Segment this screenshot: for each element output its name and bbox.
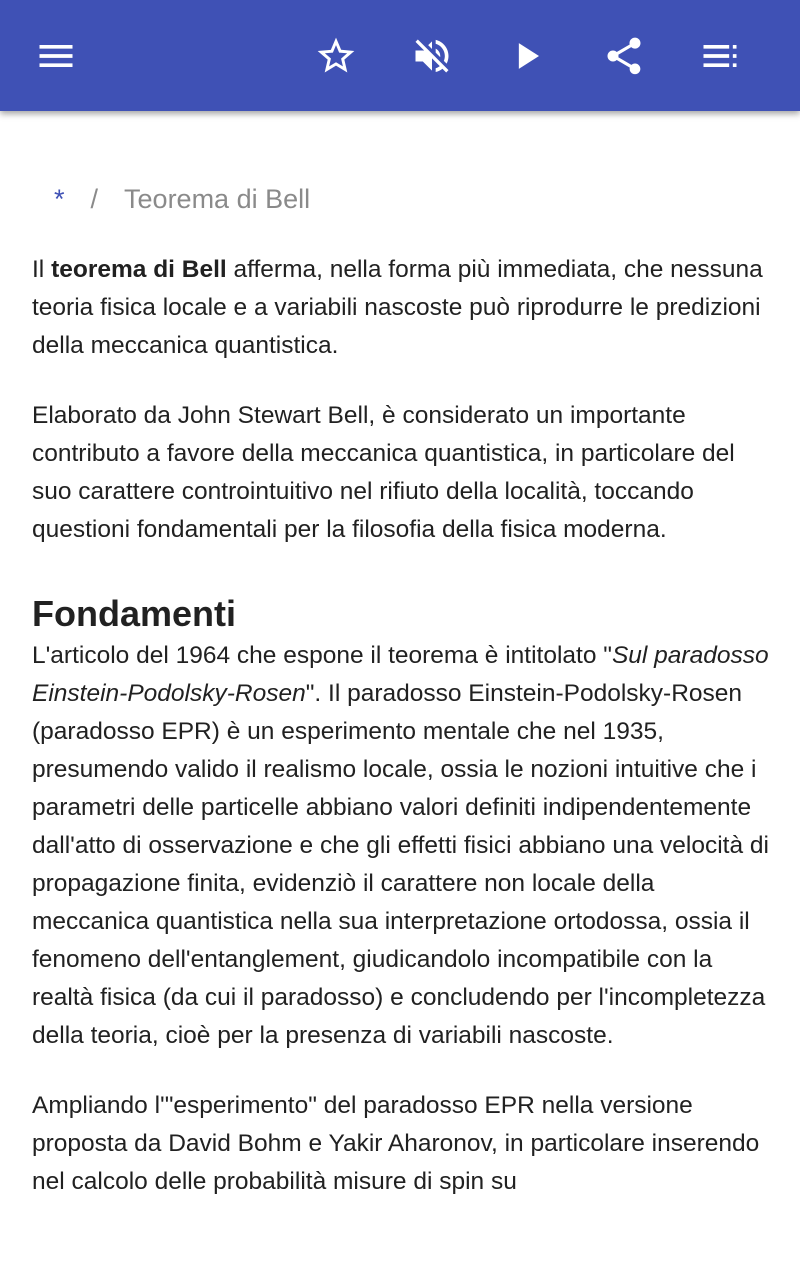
intro-text-pre: Il <box>32 256 52 283</box>
mute-button[interactable] <box>400 24 464 88</box>
paragraph-2: Elaborato da John Stewart Bell, è considerato un importante contributo a favore della meccanica quantistica, in particolare del suo carattere controintuitivo nel rifiuto della località, toccando questioni fondamentali per la filosofia della fisica moderna. <box>32 402 735 543</box>
menu-button[interactable] <box>24 24 88 88</box>
article-content <box>32 111 772 1201</box>
breadcrumb-home-link[interactable]: * <box>54 183 65 214</box>
breadcrumb-current: Teorema di Bell <box>124 183 311 214</box>
section-heading: Fondamenti <box>32 593 236 634</box>
bookmark-button[interactable] <box>304 24 368 88</box>
menu-icon <box>34 34 78 78</box>
breadcrumb-separator: / <box>90 183 99 214</box>
intro-bold-term: teorema di Bell <box>51 256 227 283</box>
share-icon <box>602 34 646 78</box>
app-bar <box>0 0 800 111</box>
p3-italic-title: Sul paradosso Einstein-Podolsky-Rosen <box>32 642 769 707</box>
play-icon <box>506 34 550 78</box>
contents-button[interactable] <box>688 24 752 88</box>
paragraph-3 <box>32 637 772 1055</box>
share-button[interactable] <box>592 24 656 88</box>
paragraph-4: Ampliando l'"esperimento" del paradosso EPR nella versione proposta da David Bohm e Yakir Aharonov, in particolare inserendo nel calcolo delle probabilità misure di spin su <box>32 1092 760 1195</box>
playlist-icon <box>698 34 742 78</box>
play-button[interactable] <box>496 24 560 88</box>
intro-paragraph <box>32 251 772 365</box>
breadcrumb <box>32 181 772 217</box>
volume-off-icon <box>410 34 454 78</box>
p3-text-post: ". Il paradosso Einstein-Podolsky-Rosen (paradosso EPR) è un esperimento mentale che nel 1935, presumendo valido il realismo locale, ossia le nozioni intuitive che i parametri delle particelle abbiano valori definiti indipendentemente dall'atto di osservazione e che gli effetti fisici abbiano una velocità di propagazione finita, evidenziò il carattere non locale della meccanica quantistica nella sua interpretazione ortodossa, ossia il fenomeno dell'entanglement, giudicandolo incompatibile con la realtà fisica (da cui il paradosso) e concludendo per l'incompletezza della teoria, cioè per la presenza di variabili nascoste. <box>32 680 769 1049</box>
intro-text-post: afferma, nella forma più immediata, che nessuna teoria fisica locale e a variabili nascoste può riprodurre le predizioni della meccanica quantistica. <box>32 256 763 359</box>
p3-text-pre: L'articolo del 1964 che espone il teorema è intitolato " <box>32 642 612 669</box>
star-outline-icon <box>314 34 358 78</box>
